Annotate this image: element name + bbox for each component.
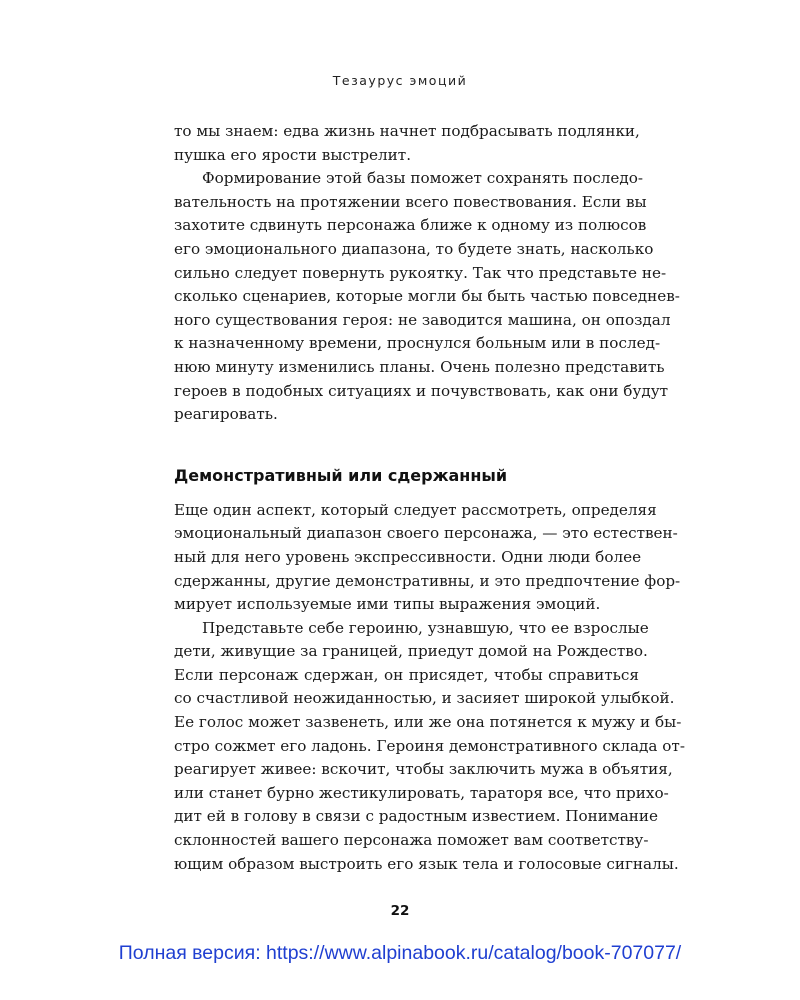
text-line: его эмоционального диапазона, то будете знать, насколько <box>174 239 654 258</box>
text-line: со счастливой неожиданностью, и засияет широкой улыбкой. <box>174 689 675 708</box>
text-line: ный для него уровень экспрессивности. Одни люди более <box>174 547 642 566</box>
text-line: склонностей вашего персонажа поможет вам соответству- <box>174 831 649 850</box>
paragraph <box>174 120 639 167</box>
section-heading: Демонстративный или сдержанный <box>174 465 508 485</box>
text-line: сдержанны, другие демонстративны, и это предпочтение фор- <box>174 571 681 590</box>
text-line: стро сожмет его ладонь. Героиня демонстративного склада от- <box>174 736 685 755</box>
text-line: сколько сценариев, которые могли бы быть частью повседнев- <box>174 287 680 306</box>
text-line: реагировать. <box>174 405 278 424</box>
page-number: 22 <box>390 903 410 919</box>
text-line: Еще один аспект, который следует рассмотреть, определяя <box>174 500 657 519</box>
text-line: реагирует живее: вскочит, чтобы заключить мужа в объятия, <box>174 760 673 779</box>
text-line: ющим образом выстроить его язык тела и голосовые сигналы. <box>174 854 679 873</box>
text-line: то мы знаем: едва жизнь начнет подбрасывать подлянки, <box>174 122 640 140</box>
text-line: дит ей в голову в связи с радостным известием. Понимание <box>174 807 659 826</box>
paragraph <box>174 617 685 877</box>
text-line: Ее голос может зазвенеть, или же она потянется к мужу и бы- <box>174 713 682 732</box>
running-head: Тезаурус эмоций <box>332 73 468 88</box>
text-line: нюю минуту изменились планы. Очень полезно представить <box>174 357 665 376</box>
text-line: Представьте себе героиню, узнавшую, что ее взрослые <box>202 618 649 637</box>
full-version-link[interactable]: Полная версия: https://www.alpinabook.ru/catalog/book-707077/ <box>118 942 682 964</box>
text-line: героев в подобных ситуациях и почувствовать, как они будут <box>174 381 669 400</box>
text-line: дети, живущие за границей, приедут домой на Рождество. <box>174 642 648 661</box>
text-line: ного существования героя: не заводится машина, он опоздал <box>174 310 671 329</box>
text-line: к назначенному времени, проснулся больным или в послед- <box>174 334 661 353</box>
page-body <box>174 120 685 876</box>
paragraph <box>174 499 681 617</box>
text-line: Формирование этой базы поможет сохранять последо- <box>202 169 643 188</box>
text-line: вательность на протяжении всего повествования. Если вы <box>174 192 647 211</box>
text-line: или станет бурно жестикулировать, тараторя все, что прихо- <box>174 783 669 802</box>
text-line: сильно следует повернуть рукоятку. Так что представьте не- <box>174 263 667 282</box>
text-line: захотите сдвинуть персонажа ближе к одному из полюсов <box>174 216 647 235</box>
text-line: мирует используемые ими типы выражения эмоций. <box>174 595 601 614</box>
text-line: эмоциональный диапазон своего персонажа, — это естествен- <box>174 524 678 543</box>
text-line: пушка его ярости выстрелит. <box>174 145 412 164</box>
text-line: Если персонаж сдержан, он присядет, чтобы справиться <box>174 665 639 684</box>
paragraph <box>174 167 680 427</box>
